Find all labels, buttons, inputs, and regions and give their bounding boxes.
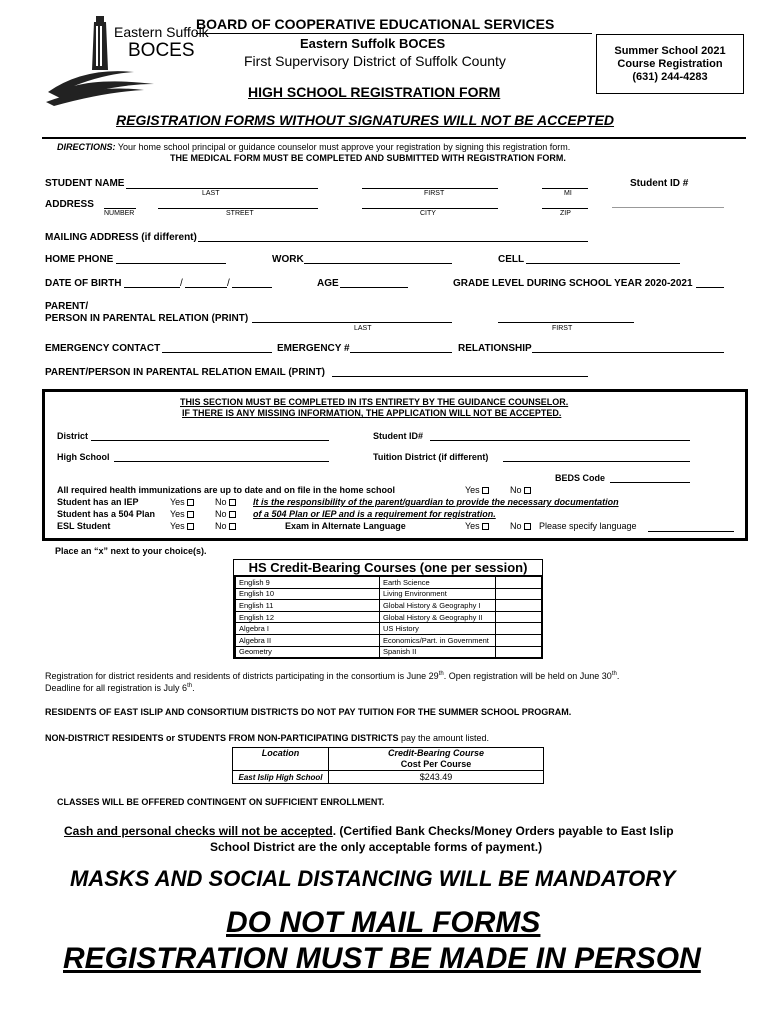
specify-language-field[interactable] [648, 531, 734, 532]
counselor-student-id-field[interactable] [430, 440, 690, 441]
counselor-student-id-label: Student ID# [373, 431, 424, 441]
logo-text-boces: BOCES [128, 40, 195, 61]
exam-alt-language-label: Exam in Alternate Language [285, 521, 406, 531]
parent-last-caption: LAST [354, 325, 372, 332]
course-right: Spanish II [380, 646, 496, 658]
reg-th-1: th [438, 671, 444, 677]
number-caption: NUMBER [104, 210, 135, 217]
counselor-title-2: IF THERE IS ANY MISSING INFORMATION, THE APPLICATION WILL NOT BE ACCEPTED. [182, 408, 562, 418]
plan-504-no[interactable] [215, 509, 236, 519]
dob-label: DATE OF BIRTH [45, 278, 122, 289]
signature-warning: REGISTRATION FORMS WITHOUT SIGNATURES WILL NOT BE ACCEPTED [116, 112, 615, 128]
cost-location-cell: East Islip High School [233, 771, 329, 784]
medical-form-note: THE MEDICAL FORM MUST BE COMPLETED AND SUBMITTED WITH REGISTRATION FORM. [170, 153, 566, 163]
course-row [235, 623, 542, 635]
course-left: Geometry [236, 646, 380, 658]
logo-text-eastern-suffolk: Eastern Suffolk [114, 24, 209, 40]
emergency-contact-label: EMERGENCY CONTACT [45, 343, 161, 354]
form-title: HIGH SCHOOL REGISTRATION FORM [248, 84, 501, 100]
parent-label-1: PARENT/ [45, 301, 89, 312]
box-line3: (631) 244-4283 [632, 71, 708, 83]
registration-dates-1 [45, 671, 619, 681]
parent-email-field[interactable] [332, 376, 588, 377]
header-name: Eastern Suffolk BOCES [300, 36, 446, 51]
iep-yes-label: Yes [170, 497, 185, 507]
student-mi-field[interactable] [542, 188, 588, 189]
iep-label: Student has an IEP [57, 497, 139, 507]
emergency-contact-field[interactable] [162, 352, 272, 353]
checkbox-icon[interactable] [187, 523, 194, 530]
parent-label-2: PERSON IN PARENTAL RELATION (PRINT) [45, 313, 249, 324]
course-row [235, 577, 542, 589]
box-line2: Course Registration [617, 58, 723, 70]
address-city-field[interactable] [362, 208, 498, 209]
course-left: English 10 [236, 588, 380, 600]
esl-label: ESL Student [57, 521, 111, 531]
cost-header-location: Location [233, 748, 329, 771]
counselor-district-label: District [57, 431, 89, 441]
payment-notice-2: School District are the only acceptable forms of payment.) [210, 840, 543, 854]
age-field[interactable] [340, 287, 408, 288]
header-district: First Supervisory District of Suffolk County [244, 53, 506, 69]
cost-header-course-1: Credit-Bearing Course [387, 748, 485, 758]
zip-caption: ZIP [560, 210, 571, 217]
counselor-title-1: THIS SECTION MUST BE COMPLETED IN ITS ENTIRETY BY THE GUIDANCE COUNSELOR. [180, 397, 569, 407]
immunizations-yes[interactable] [465, 485, 489, 495]
dob-day-field[interactable] [185, 287, 227, 288]
cost-header-course [329, 748, 544, 771]
immunizations-yes-label: Yes [465, 485, 480, 495]
relationship-label: RELATIONSHIP [458, 343, 532, 354]
high-school-label: High School [57, 452, 110, 462]
course-row [235, 646, 542, 658]
checkbox-icon[interactable] [524, 487, 531, 494]
course-check-right[interactable] [496, 600, 542, 612]
checkbox-icon[interactable] [482, 523, 489, 530]
esl-yes-label: Yes [170, 521, 185, 531]
course-right: Living Environment [380, 588, 496, 600]
checkbox-icon[interactable] [524, 523, 531, 530]
iep-yes[interactable] [170, 497, 194, 507]
course-row [235, 634, 542, 646]
checkbox-icon[interactable] [187, 499, 194, 506]
cost-header-course-2: Cost Per Course [400, 759, 472, 769]
reg-text-1a: Registration for district residents and residents of districts participating in the consortium is June 29 [45, 671, 439, 681]
first-caption: FIRST [424, 190, 445, 197]
iep-no-label: No [215, 497, 227, 507]
tuition-district-label: Tuition District (if different) [373, 452, 489, 462]
exam-no-label: No [510, 521, 522, 531]
directions-label: DIRECTIONS: [57, 142, 116, 152]
payment-rest-1: . (Certified Bank Checks/Money Orders payable to East Islip [332, 824, 674, 838]
course-right: Earth Science [380, 577, 496, 589]
checkbox-icon[interactable] [229, 511, 236, 518]
high-school-field[interactable] [114, 461, 329, 462]
cell-phone-field[interactable] [526, 263, 680, 264]
nondistrict-notice [45, 733, 489, 743]
exam-yes-label: Yes [465, 521, 480, 531]
course-check-right[interactable] [496, 623, 542, 635]
residents-notice: RESIDENTS OF EAST ISLIP AND CONSORTIUM DISTRICTS DO NOT PAY TUITION FOR THE SUMMER SCHOOL PROGRAM. [45, 707, 572, 717]
checkbox-icon[interactable] [229, 499, 236, 506]
course-row [235, 600, 542, 612]
course-right: Economics/Part. in Government [380, 634, 496, 646]
in-person-notice: REGISTRATION MUST BE MADE IN PERSON [63, 942, 701, 975]
checkbox-icon[interactable] [229, 523, 236, 530]
course-right: US History [380, 623, 496, 635]
course-check-right[interactable] [496, 577, 542, 589]
course-right: Global History & Geography I [380, 600, 496, 612]
grade-field[interactable] [696, 287, 724, 288]
immunizations-no-label: No [510, 485, 522, 495]
courses-grid [234, 576, 542, 658]
mailing-address-label: MAILING ADDRESS (if different) [45, 232, 197, 243]
directions-text: Your home school principal or guidance counselor must approve your registration by signing this registration form. [117, 142, 571, 152]
street-caption: STREET [226, 210, 254, 217]
esl-no-label: No [215, 521, 227, 531]
reg-text-2a: Deadline for all registration is July 6 [45, 683, 188, 693]
mailing-address-field[interactable] [198, 241, 588, 242]
course-right: Global History & Geography II [380, 611, 496, 623]
responsibility-text-1: It is the responsibility of the parent/guardian to provide the necessary documentation [253, 497, 619, 507]
dob-slash-1: / [180, 278, 183, 289]
specify-language-label: Please specify language [539, 521, 637, 531]
plan-504-label: Student has a 504 Plan [57, 509, 156, 519]
work-label: WORK [272, 254, 304, 265]
student-first-name-field[interactable] [362, 188, 498, 189]
reg-th-2: th [611, 671, 617, 677]
course-left: English 9 [236, 577, 380, 589]
dob-month-field[interactable] [124, 287, 180, 288]
courses-table [233, 559, 543, 659]
directions [57, 142, 570, 152]
checkbox-icon[interactable] [482, 487, 489, 494]
beds-code-label: BEDS Code [555, 473, 606, 483]
separator-line [42, 137, 746, 139]
immunizations-text: All required health immunizations are up to date and on file in the home school [57, 485, 396, 495]
reg-text-1c: . [616, 671, 620, 681]
esl-yes[interactable] [170, 521, 194, 531]
city-caption: CITY [420, 210, 436, 217]
nondistrict-rest: pay the amount listed. [398, 733, 490, 743]
masks-notice: MASKS AND SOCIAL DISTANCING WILL BE MANDATORY [70, 866, 676, 891]
header-underline [196, 33, 592, 34]
counselor-district-field[interactable] [91, 440, 329, 441]
emergency-number-field[interactable] [350, 352, 452, 353]
no-mail-notice: DO NOT MAIL FORMS [226, 906, 541, 939]
course-left: English 12 [236, 611, 380, 623]
course-left: Algebra I [236, 623, 380, 635]
work-phone-field[interactable] [304, 263, 452, 264]
course-row [235, 588, 542, 600]
last-caption: LAST [202, 190, 220, 197]
student-id-field[interactable] [612, 207, 724, 208]
cost-table [232, 747, 544, 784]
plan-504-no-label: No [215, 509, 227, 519]
home-phone-label: HOME PHONE [45, 254, 114, 265]
address-number-field[interactable] [104, 208, 136, 209]
parent-first-caption: FIRST [552, 325, 573, 332]
course-check-right[interactable] [496, 634, 542, 646]
payment-underline: Cash and personal checks will not be accepted [64, 824, 333, 838]
header-org: BOARD OF COOPERATIVE EDUCATIONAL SERVICES [196, 16, 555, 32]
nondistrict-bold: NON-DISTRICT RESIDENTS or STUDENTS FROM NON-PARTICIPATING DISTRICTS [45, 733, 399, 743]
courses-title: HS Credit-Bearing Courses (one per session) [234, 560, 542, 576]
relationship-field[interactable] [532, 352, 724, 353]
course-left: Algebra II [236, 634, 380, 646]
reg-text-2b: . [192, 683, 195, 693]
course-row [235, 611, 542, 623]
course-check-right[interactable] [496, 588, 542, 600]
checkbox-icon[interactable] [187, 511, 194, 518]
address-zip-field[interactable] [542, 208, 588, 209]
parent-last-name-field[interactable] [252, 322, 452, 323]
dob-year-field[interactable] [232, 287, 272, 288]
course-check-right[interactable] [496, 611, 542, 623]
address-label: ADDRESS [45, 199, 94, 210]
exam-no[interactable] [510, 521, 531, 531]
parent-email-label: PARENT/PERSON IN PARENTAL RELATION EMAIL (PRINT) [45, 367, 326, 378]
mi-caption: MI [564, 190, 572, 197]
place-x-instruction: Place an “x” next to your choice(s). [55, 546, 207, 556]
grade-label: GRADE LEVEL DURING SCHOOL YEAR 2020-2021 [453, 278, 693, 289]
emergency-number-label: EMERGENCY # [277, 343, 350, 354]
registration-dates-2 [45, 683, 195, 693]
iep-no[interactable] [215, 497, 236, 507]
summer-school-box [596, 34, 744, 94]
course-check-right[interactable] [496, 646, 542, 658]
cost-value-cell: $243.49 [329, 771, 544, 784]
home-phone-field[interactable] [116, 263, 226, 264]
responsibility-text-2: of a 504 Plan or IEP and is a requirement for registration. [253, 509, 496, 519]
address-street-field[interactable] [158, 208, 318, 209]
immunizations-no[interactable] [510, 485, 531, 495]
plan-504-yes[interactable] [170, 509, 194, 519]
plan-504-yes-label: Yes [170, 509, 185, 519]
age-label: AGE [317, 278, 339, 289]
course-left: English 11 [236, 600, 380, 612]
classes-notice: CLASSES WILL BE OFFERED CONTINGENT ON SUFFICIENT ENROLLMENT. [57, 797, 385, 807]
beds-code-field[interactable] [610, 482, 690, 483]
student-id-label: Student ID # [630, 178, 689, 189]
reg-text-1b: . Open registration will be held on June 30 [443, 671, 612, 681]
esl-no[interactable] [215, 521, 236, 531]
student-name-label: STUDENT NAME [45, 178, 125, 189]
payment-notice [64, 824, 674, 838]
box-line1: Summer School 2021 [614, 45, 726, 57]
dob-slash-2: / [227, 278, 230, 289]
tuition-district-field[interactable] [503, 461, 690, 462]
student-last-name-field[interactable] [126, 188, 318, 189]
reg-th-3: th [187, 683, 193, 689]
parent-first-name-field[interactable] [498, 322, 634, 323]
exam-yes[interactable] [465, 521, 489, 531]
cell-label: CELL [498, 254, 525, 265]
